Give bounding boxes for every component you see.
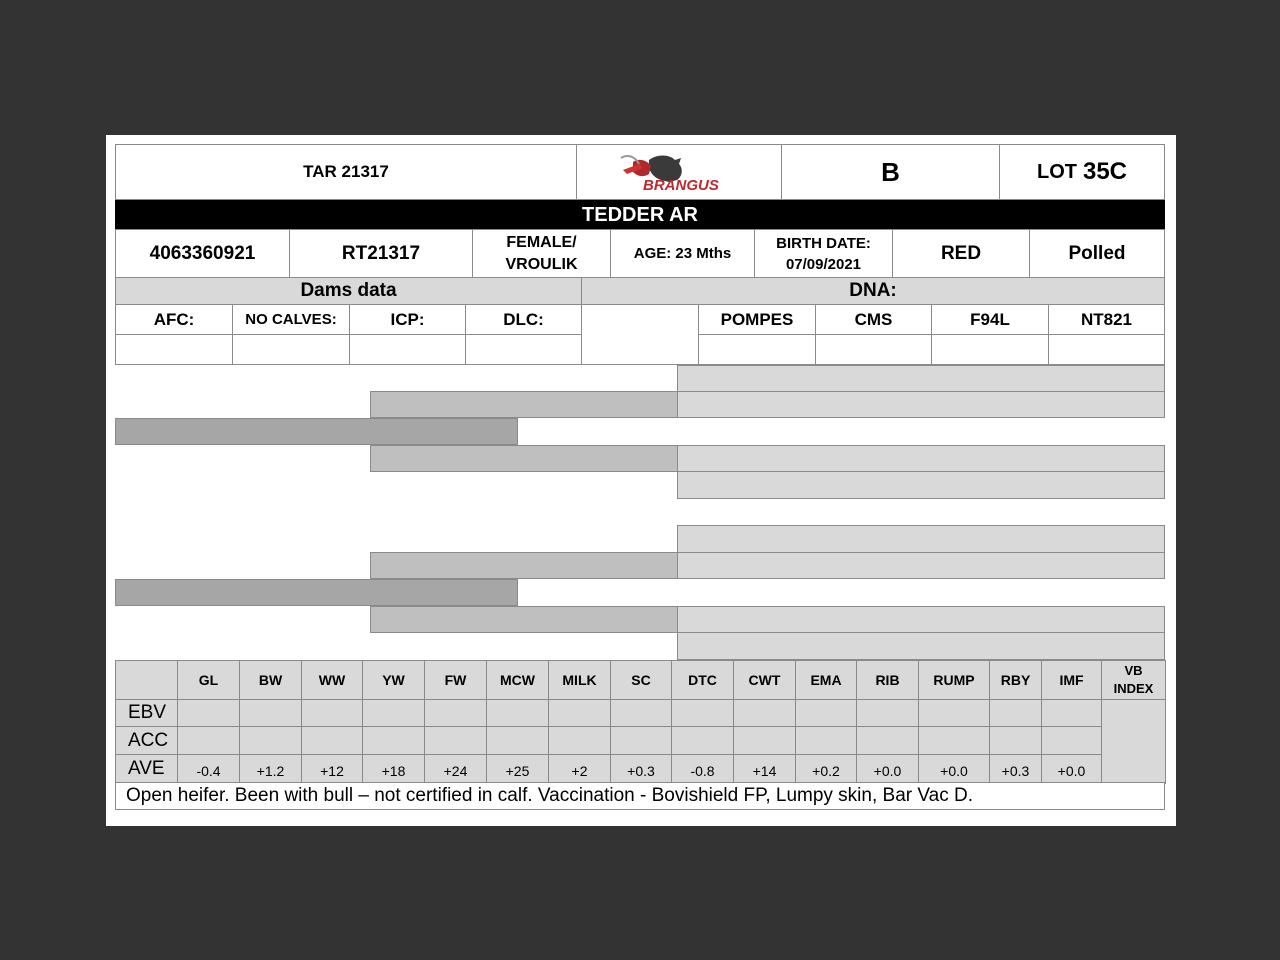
f94l-value: [931, 334, 1049, 365]
calves-label: NO CALVES:: [232, 304, 350, 335]
f94l-label: F94L: [931, 304, 1049, 335]
icp-value: [349, 334, 466, 365]
colour: RED: [892, 229, 1030, 278]
dlc-label: DLC:: [465, 304, 582, 335]
acc-value-ww: [301, 726, 363, 755]
id-number: 4063360921: [115, 229, 290, 278]
registration-number: RT21317: [289, 229, 473, 278]
ebv-value-rump: [918, 699, 990, 727]
ave-value-gl: -0.4: [177, 754, 240, 784]
afc-value: [115, 334, 233, 365]
cms-label: CMS: [815, 304, 932, 335]
ave-value-ww: +12: [301, 754, 363, 784]
ebv-corner: [115, 660, 178, 700]
pedigree-dam-sire-sire: [677, 525, 1165, 553]
sex: FEMALE/ VROULIK: [472, 229, 611, 278]
ebv-value-ema: [795, 699, 857, 727]
ebv-header-ema: EMA: [795, 660, 857, 700]
ave-value-bw: +1.2: [239, 754, 302, 784]
ebv-header-imf: IMF: [1041, 660, 1102, 700]
ebv-value-fw: [424, 699, 487, 727]
ebv-header-rby: RBY: [989, 660, 1042, 700]
ebv-value-imf: [1041, 699, 1102, 727]
pedigree-sire-sire-sire: [677, 365, 1165, 392]
dna-blank: [581, 304, 699, 365]
ebv-value-gl: [177, 699, 240, 727]
acc-value-gl: [177, 726, 240, 755]
comment: Open heifer. Been with bull – not certified in calf. Vaccination - Bovishield FP, Lumpy skin, Bar Vac D.: [115, 782, 1165, 810]
ebv-value-rib: [856, 699, 919, 727]
ebv-header-vb-index: VB INDEX: [1101, 660, 1166, 700]
ave-value-ema: +0.2: [795, 754, 857, 784]
ave-value-rump: +0.0: [918, 754, 990, 784]
pedigree-dam-dam: [370, 606, 678, 633]
pedigree-sire-dam: [370, 445, 678, 472]
row-label-ave: AVE: [115, 754, 178, 784]
acc-value-rib: [856, 726, 919, 755]
ebv-value-bw: [239, 699, 302, 727]
nt821-label: NT821: [1048, 304, 1165, 335]
vb-index-value: [1101, 699, 1166, 784]
lot-prefix: LOT: [1036, 160, 1077, 183]
ebv-value-mcw: [486, 699, 549, 727]
ebv-header-ww: WW: [301, 660, 363, 700]
grade-badge: B: [781, 144, 1000, 200]
pompes-value: [698, 334, 816, 365]
ave-value-milk: +2: [548, 754, 611, 784]
ebv-table: [115, 660, 1165, 783]
acc-value-rump: [918, 726, 990, 755]
ebv-value-ww: [301, 699, 363, 727]
pedigree-sire-sire-dam: [677, 391, 1165, 418]
ebv-header-rib: RIB: [856, 660, 919, 700]
ave-value-rib: +0.0: [856, 754, 919, 784]
pedigree-dam-dam-dam: [677, 632, 1165, 660]
birth-date-label: BIRTH DATE:: [776, 234, 871, 252]
acc-value-milk: [548, 726, 611, 755]
ebv-header-yw: YW: [362, 660, 425, 700]
animal-name: TEDDER AR: [115, 200, 1165, 230]
acc-value-dtc: [671, 726, 734, 755]
ebv-value-rby: [989, 699, 1042, 727]
acc-value-ema: [795, 726, 857, 755]
row-label-ebv: EBV: [115, 699, 178, 727]
sale-card: [106, 135, 1176, 826]
lot-number: [999, 144, 1165, 200]
pedigree-dam: [115, 579, 518, 606]
acc-value-mcw: [486, 726, 549, 755]
birth-date-value: 07/09/2021: [785, 255, 862, 273]
lot-value: 35C: [1082, 158, 1128, 185]
pompes-label: POMPES: [698, 304, 816, 335]
ave-value-fw: +24: [424, 754, 487, 784]
icp-label: ICP:: [349, 304, 466, 335]
pedigree-dam-sire-dam: [677, 552, 1165, 579]
afc-label: AFC:: [115, 304, 233, 335]
acc-value-yw: [362, 726, 425, 755]
ave-value-cwt: +14: [733, 754, 796, 784]
acc-value-imf: [1041, 726, 1102, 755]
cms-value: [815, 334, 932, 365]
ave-value-imf: +0.0: [1041, 754, 1102, 784]
acc-value-rby: [989, 726, 1042, 755]
bull-head-icon: [609, 150, 749, 194]
pedigree-sire-dam-sire: [677, 445, 1165, 472]
ebv-header-gl: GL: [177, 660, 240, 700]
brangus-logo: [576, 144, 782, 200]
ebv-value-sc: [610, 699, 672, 727]
brand-text: BRANGUS: [643, 177, 719, 194]
tar-number: TAR 21317: [115, 144, 577, 200]
ave-value-yw: +18: [362, 754, 425, 784]
dams-data-title: Dams data: [115, 277, 582, 305]
ebv-header-sc: SC: [610, 660, 672, 700]
horn-status: Polled: [1029, 229, 1165, 278]
ebv-header-rump: RUMP: [918, 660, 990, 700]
pedigree-dam-sire: [370, 552, 678, 579]
ebv-header-milk: MILK: [548, 660, 611, 700]
acc-value-cwt: [733, 726, 796, 755]
ave-value-mcw: +25: [486, 754, 549, 784]
pedigree-dam-dam-sire: [677, 606, 1165, 633]
acc-value-bw: [239, 726, 302, 755]
ave-value-rby: +0.3: [989, 754, 1042, 784]
birth-date: [754, 229, 893, 278]
ebv-value-cwt: [733, 699, 796, 727]
dlc-value: [465, 334, 582, 365]
ave-value-sc: +0.3: [610, 754, 672, 784]
ebv-header-fw: FW: [424, 660, 487, 700]
ebv-value-yw: [362, 699, 425, 727]
pedigree-sire-sire: [370, 391, 678, 418]
row-label-acc: ACC: [115, 726, 178, 755]
ebv-header-cwt: CWT: [733, 660, 796, 700]
ebv-header-mcw: MCW: [486, 660, 549, 700]
dna-title: DNA:: [581, 277, 1165, 305]
age: AGE: 23 Mths: [610, 229, 755, 278]
ebv-header-dtc: DTC: [671, 660, 734, 700]
nt821-value: [1048, 334, 1165, 365]
calves-value: [232, 334, 350, 365]
ebv-header-bw: BW: [239, 660, 302, 700]
pedigree-sire-dam-dam: [677, 471, 1165, 499]
ebv-value-milk: [548, 699, 611, 727]
acc-value-fw: [424, 726, 487, 755]
pedigree-sire: [115, 418, 518, 445]
ebv-value-dtc: [671, 699, 734, 727]
ave-value-dtc: -0.8: [671, 754, 734, 784]
acc-value-sc: [610, 726, 672, 755]
